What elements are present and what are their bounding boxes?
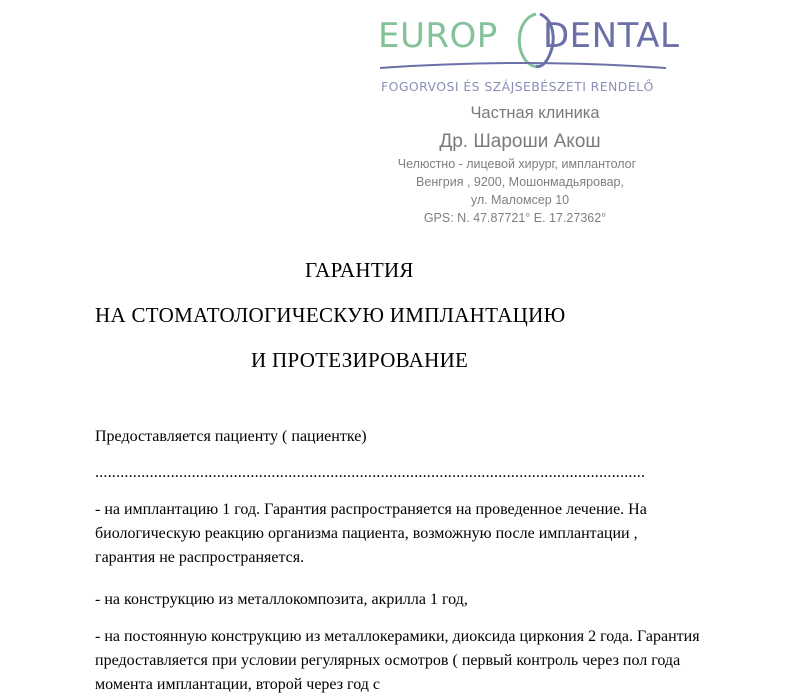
europedental-logo	[378, 10, 680, 72]
logo-tagline: FOGORVOSI ÉS SZÁJSEBÉSZETI RENDELŐ	[381, 79, 654, 94]
document-title-line-2: НА СТОМАТОЛОГИЧЕСКУЮ ИМПЛАНТАЦИЮ	[95, 303, 566, 327]
address-line-1: Венгрия , 9200, Мошонмадьяровар,	[416, 175, 624, 189]
implantation-warranty-paragraph: - на имплантацию 1 год. Гарантия распространяется на проведенное лечение. На биологическую реакцию организма пациента, возможную после имплантации , гарантия не распространяется.	[95, 501, 647, 566]
patient-name-fill-line: ...................................................................................................................................	[95, 464, 646, 481]
address-line-2: ул. Маломсер 10	[470, 193, 570, 207]
logo-swoosh	[378, 60, 668, 72]
given-to-text: Предоставляется пациенту ( пациентке)	[95, 428, 367, 445]
logo-word-dental: DENTAL	[543, 16, 680, 56]
clinic-name: Частная клиника	[470, 104, 600, 122]
logo-word-europ: EUROP	[378, 16, 498, 56]
gps-coordinates: GPS: N. 47.87721° E. 17.27362°	[423, 211, 607, 225]
doctor-specialty: Челюстно - лицевой хирург, имплантолог	[397, 157, 637, 171]
permanent-construction-warranty-paragraph: - на постоянную конструкцию из металлокерамики, диоксида циркония 2 года. Гарантия предоставляется при условии регулярных осмотров ( первый контроль через пол года момента имплантации, второй через год с	[95, 628, 700, 693]
document-title-line-3: И ПРОТЕЗИРОВАНИЕ	[251, 348, 469, 372]
document-title-line-1: ГАРАНТИЯ	[305, 258, 414, 282]
doctor-name: Др. Шароши Акош	[439, 131, 601, 152]
construction-warranty-paragraph: - на конструкцию из металлокомпозита, акрилла 1 год,	[95, 591, 468, 608]
